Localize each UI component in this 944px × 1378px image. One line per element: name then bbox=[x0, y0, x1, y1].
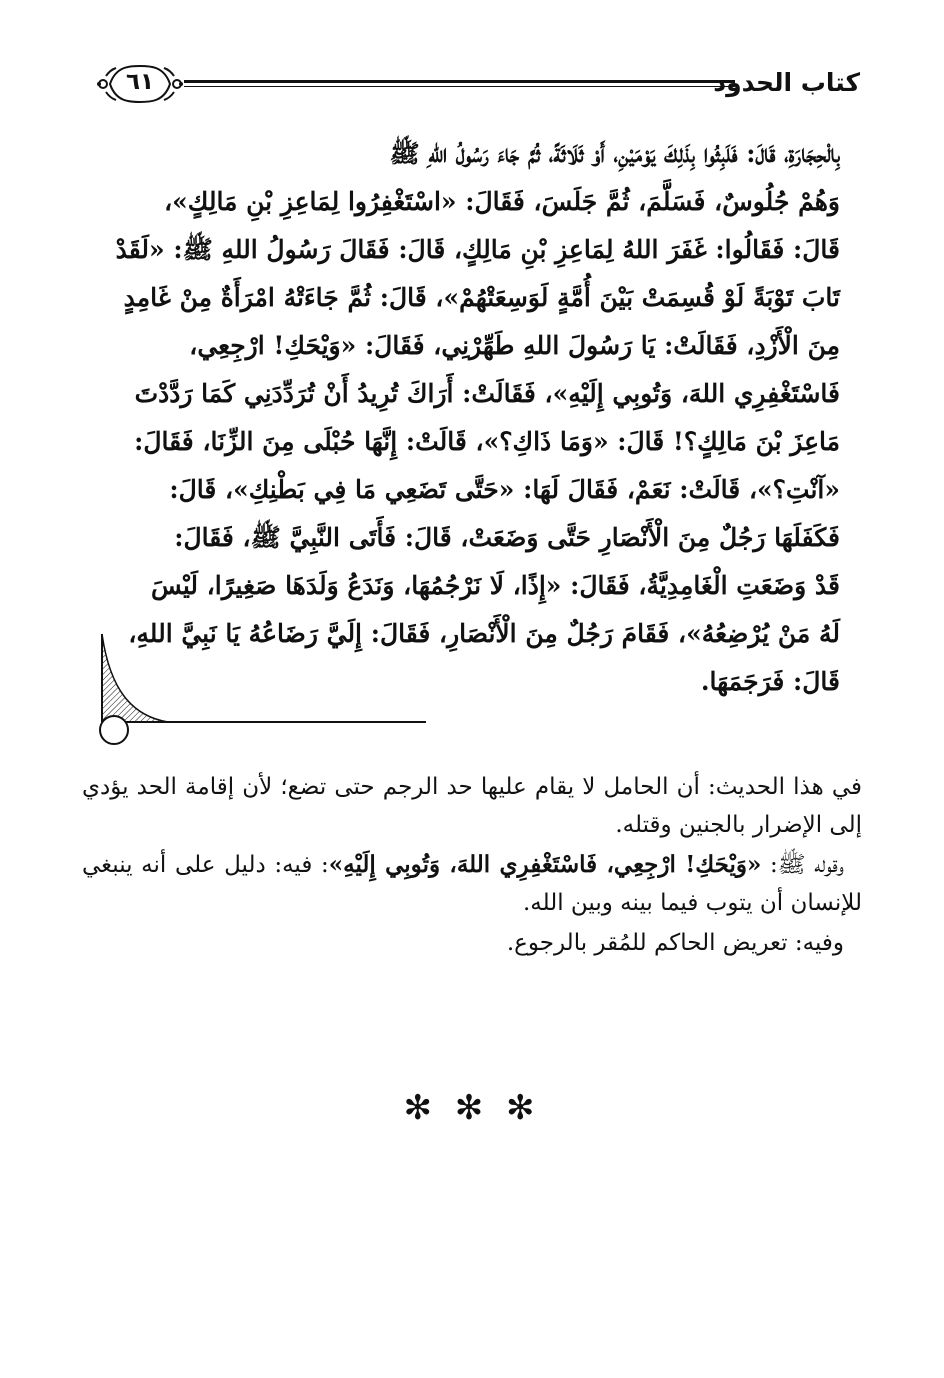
commentary-paragraph: في هذا الحديث: أن الحامل لا يقام عليها حد الرجم حتى تضع؛ لأن إقامة الحد يؤدي إلى الإضرار بالجنين وقتله. bbox=[82, 774, 862, 838]
hadith-text bbox=[104, 130, 840, 706]
commentary-prefix: وقوله ﷺ: bbox=[761, 852, 844, 878]
hadith-line: قَالَ: فَقَالُوا: غَفَرَ اللهُ لِمَاعِزِ بْنِ مَالِكٍ، قَالَ: فَقَالَ رَسُولُ اللهِ ﷺ: «لَقَدْ bbox=[115, 235, 840, 264]
corner-ornament-icon bbox=[96, 630, 436, 750]
commentary-paragraph: وفيه: تعريض الحاكم للمُقر بالرجوع. bbox=[506, 930, 844, 956]
hadith-line: مَاعِزَ بْنَ مَالِكٍ؟! قَالَ: «وَمَا ذَاكِ؟»، قَالَتْ: إِنَّهَا حُبْلَى مِنَ الزِّنَا، فَقَالَ: bbox=[134, 427, 840, 456]
commentary-suffix: : فيه: دليل على أنه ينبغي للإنسان أن يتوب فيما بينه وبين الله. bbox=[82, 852, 862, 916]
hadith-line: مِنَ الْأَزْدِ، فَقَالَتْ: يَا رَسُولَ اللهِ طَهِّرْنِي، فَقَالَ: «وَيْحَكِ! ارْجِعِي، bbox=[189, 331, 840, 360]
page-number-frame bbox=[96, 60, 184, 108]
hadith-line: لَهُ مَنْ يُرْضِعُهُ»، فَقَامَ رَجُلٌ مِنَ الْأَنْصَارِ، فَقَالَ: إِلَيَّ رَضَاعُهُ يَا نَبِيَّ اللهِ، bbox=[128, 619, 840, 648]
hadith-line: وَهُمْ جُلُوسٌ، فَسَلَّمَ، ثُمَّ جَلَسَ، فَقَالَ: «اسْتَغْفِرُوا لِمَاعِزِ بْنِ مَالِكٍ»، bbox=[164, 187, 840, 216]
hadith-line: قَالَ: فَرَجَمَهَا. bbox=[700, 667, 840, 696]
commentary-paragraph bbox=[82, 846, 862, 922]
page-number: ٦١ bbox=[125, 69, 155, 95]
quoted-hadith: «وَيْحَكِ! ارْجِعِي، فَاسْتَغْفِرِي اللهَ، وَتُوبِي إِلَيْهِ» bbox=[328, 851, 762, 878]
commentary bbox=[82, 768, 862, 964]
hadith-line: تَابَ تَوْبَةً لَوْ قُسِمَتْ بَيْنَ أُمَّةٍ لَوَسِعَتْهُمْ»، قَالَ: ثُمَّ جَاءَتْهُ امْرَأَةٌ مِنْ غَامِدٍ bbox=[123, 283, 840, 312]
hadith-line: قَدْ وَضَعَتِ الْغَامِدِيَّةُ، فَقَالَ: «إِذًا، لَا نَرْجُمُهَا، وَنَدَعُ وَلَدَهَا صَغِيرًا، لَيْسَ bbox=[150, 571, 840, 600]
hadith-line: بِالْحِجَارَةِ، قَالَ: فَلَبِثُوا بِذَلِكَ يَوْمَيْنِ، أَوْ ثَلَاثَةً، ثُمَّ جَاءَ رَسُولُ اللهِ ﷺ bbox=[389, 139, 840, 168]
hadith-line: فَاسْتَغْفِرِي اللهَ، وَتُوبِي إِلَيْهِ»، فَقَالَتْ: أَرَاكَ تُرِيدُ أَنْ تُرَدِّدَنِي كَمَا رَدَّدْتَ bbox=[134, 379, 840, 408]
book-title: كتاب الحدود bbox=[713, 68, 860, 97]
hadith-line: «آنْتِ؟»، قَالَتْ: نَعَمْ، فَقَالَ لَهَا: «حَتَّى تَضَعِي مَا فِي بَطْنِكِ»، قَالَ: bbox=[169, 475, 840, 504]
section-separator: ✻ ✻ ✻ bbox=[403, 1088, 541, 1128]
header-rule bbox=[184, 80, 735, 87]
page-header bbox=[84, 58, 860, 114]
hadith-line: فَكَفَلَهَا رَجُلٌ مِنَ الْأَنْصَارِ حَتَّى وَضَعَتْ، قَالَ: فَأَتَى النَّبِيَّ ﷺ، فَقَالَ: bbox=[174, 523, 840, 552]
